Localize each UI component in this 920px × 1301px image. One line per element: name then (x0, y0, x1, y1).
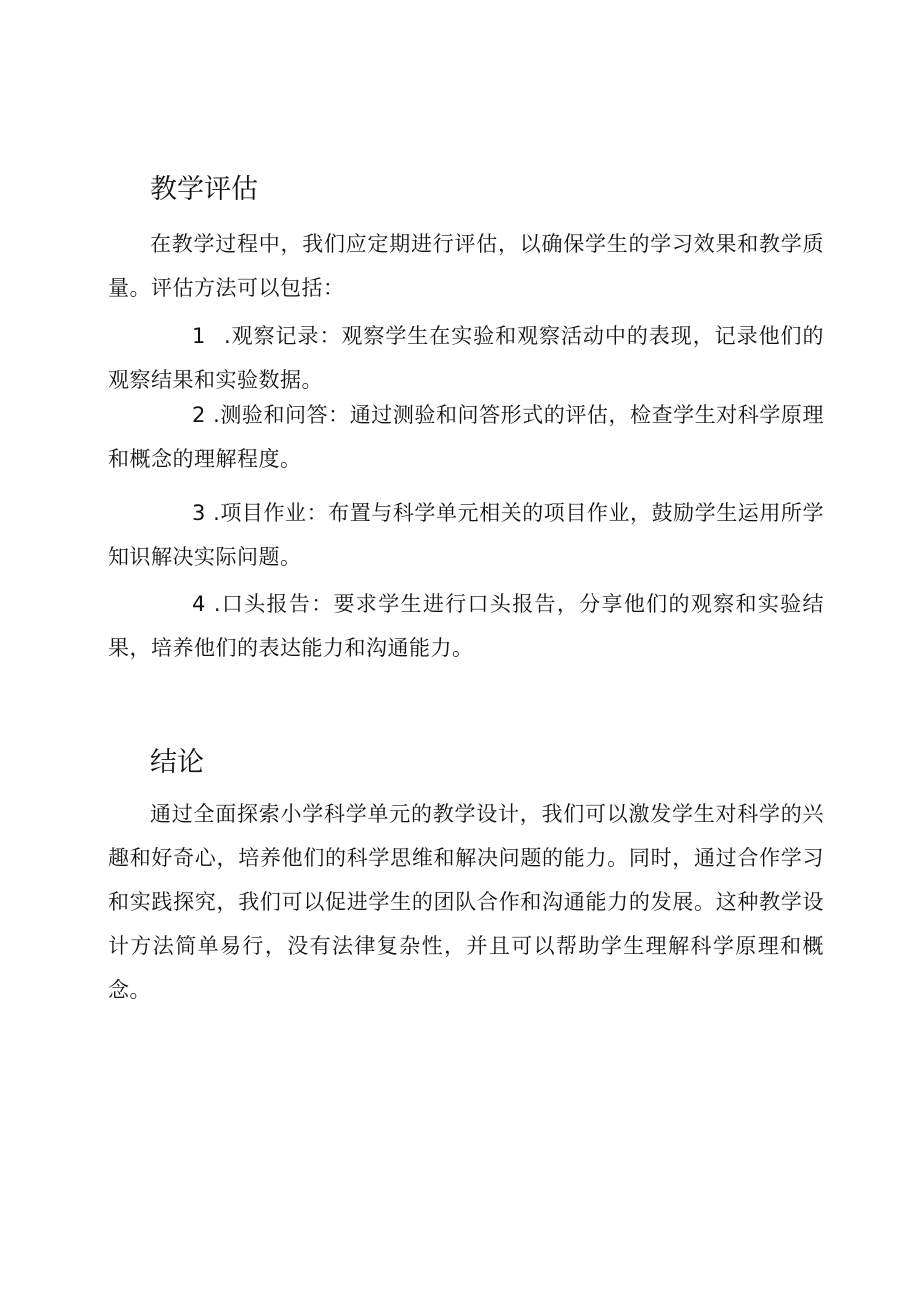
evaluation-item-1 (108, 314, 824, 402)
item-number: 1 (192, 324, 206, 348)
item-number: 4 (192, 592, 206, 616)
evaluation-item-2 (108, 393, 824, 481)
evaluation-item-4 (108, 582, 824, 670)
evaluation-intro-paragraph: 在教学过程中，我们应定期进行评估，以确保学生的学习效果和教学质量。评估方法可以包括： (108, 232, 824, 300)
item-text: .观察记录：观察学生在实验和观察活动中的表现，记录他们的观察结果和实验数据。 (108, 324, 824, 392)
evaluation-item-3 (108, 491, 824, 579)
item-text: .测验和问答：通过测验和问答形式的评估，检查学生对科学原理和概念的理解程度。 (108, 403, 824, 471)
item-number: 2 (192, 403, 206, 427)
item-text: .项目作业：布置与科学单元相关的项目作业，鼓励学生运用所学知识解决实际问题。 (108, 501, 824, 569)
item-text: .口头报告：要求学生进行口头报告，分享他们的观察和实验结果，培养他们的表达能力和沟通能力。 (108, 592, 824, 660)
section-heading-evaluation: 教学评估 (150, 174, 258, 205)
item-number: 3 (192, 501, 206, 525)
conclusion-paragraph: 通过全面探索小学科学单元的教学设计，我们可以激发学生对科学的兴趣和好奇心，培养他们的科学思维和解决问题的能力。同时，通过合作学习和实践探究，我们可以促进学生的团队合作和沟通能力的发展。这种教学设计方法简单易行，没有法律复杂性，并且可以帮助学生理解科学原理和概念。 (108, 802, 824, 1002)
section-heading-conclusion: 结论 (150, 747, 204, 778)
